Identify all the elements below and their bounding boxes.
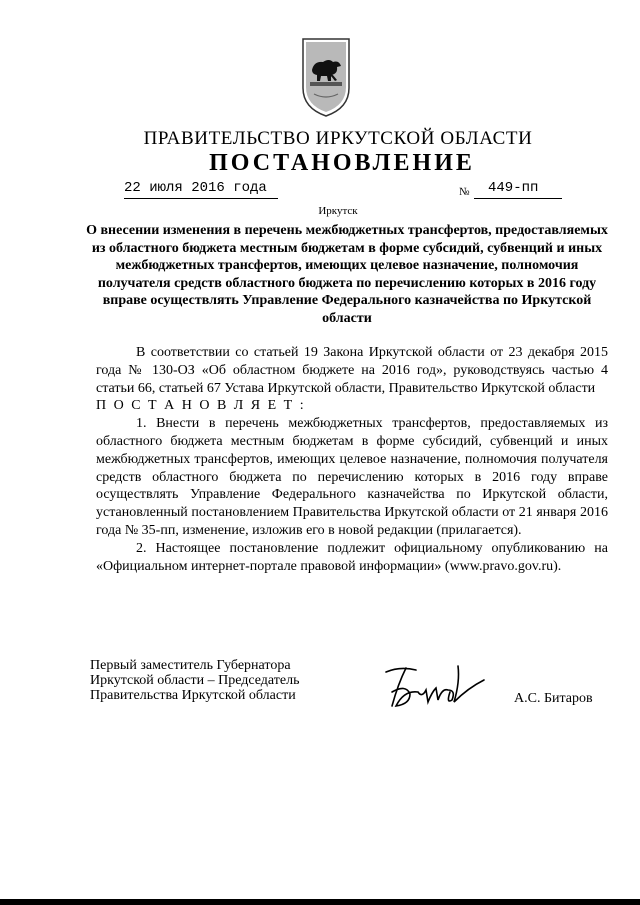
document-number: 449-пп [488, 180, 539, 196]
position-line-2: Иркутской области – Председатель [90, 673, 300, 688]
scan-bottom-edge [0, 899, 640, 905]
coat-of-arms-icon [300, 36, 352, 118]
document-date: 22 июля 2016 года [124, 180, 267, 196]
signer-name: А.С. Битаров [514, 691, 593, 706]
decree-word: П О С Т А Н О В Л Я Е Т : [96, 398, 306, 414]
date-underline [124, 198, 278, 199]
position-line-3: Правительства Иркутской области [90, 688, 296, 703]
document-body [96, 344, 608, 575]
signature-icon [376, 662, 500, 712]
item-2-paragraph: 2. Настоящее постановление подлежит официальному опубликованию на «Официальном интернет-портале правовой информации» (www.pravo.gov.ru). [96, 540, 608, 574]
number-label: № [459, 186, 470, 198]
item-1-paragraph: 1. Внести в перечень межбюджетных трансфертов, предоставляемых из областного бюджета местным бюджетам в форме субсидий, субвенций и иных межбюджетных трансфертов, имеющих целевое назначение, полномочия получателя средств областного бюджета по перечислению которых в 2016 году вправе осуществлять Управление Федерального казначейства по Иркутской области, установленный постановлением Правительства Иркутской области от 21 января 2016 года № 35-пп, изменение, изложив его в новой редакции (прилагается). [96, 416, 608, 538]
position-line-1: Первый заместитель Губернатора [90, 658, 291, 673]
document-type: ПОСТАНОВЛЕНИЕ [209, 150, 475, 176]
number-underline [474, 198, 562, 199]
document-heading: О внесении изменения в перечень межбюджетных трансфертов, предоставляемых из областного бюджета местным бюджетам в форме субсидий, субвенций и иных межбюджетных трансфертов, имеющих целевое назначение, полномочия получателя средств областного бюджета по перечислению которых в 2016 году вправе осуществлять Управление Федерального казначейства по Иркутской области [86, 223, 608, 326]
preamble-paragraph: В соответствии со статьей 19 Закона Иркутской области от 23 декабря 2015 года № 130-ОЗ «Об областном бюджете на 2016 год», руководствуясь частью 4 статьи 66, статьей 67 Устава Иркутской области, Правительство Иркутской области [96, 345, 608, 396]
city-name: Иркутск [318, 205, 358, 217]
government-name: ПРАВИТЕЛЬСТВО ИРКУТСКОЙ ОБЛАСТИ [143, 128, 533, 149]
signer-position [90, 658, 299, 703]
